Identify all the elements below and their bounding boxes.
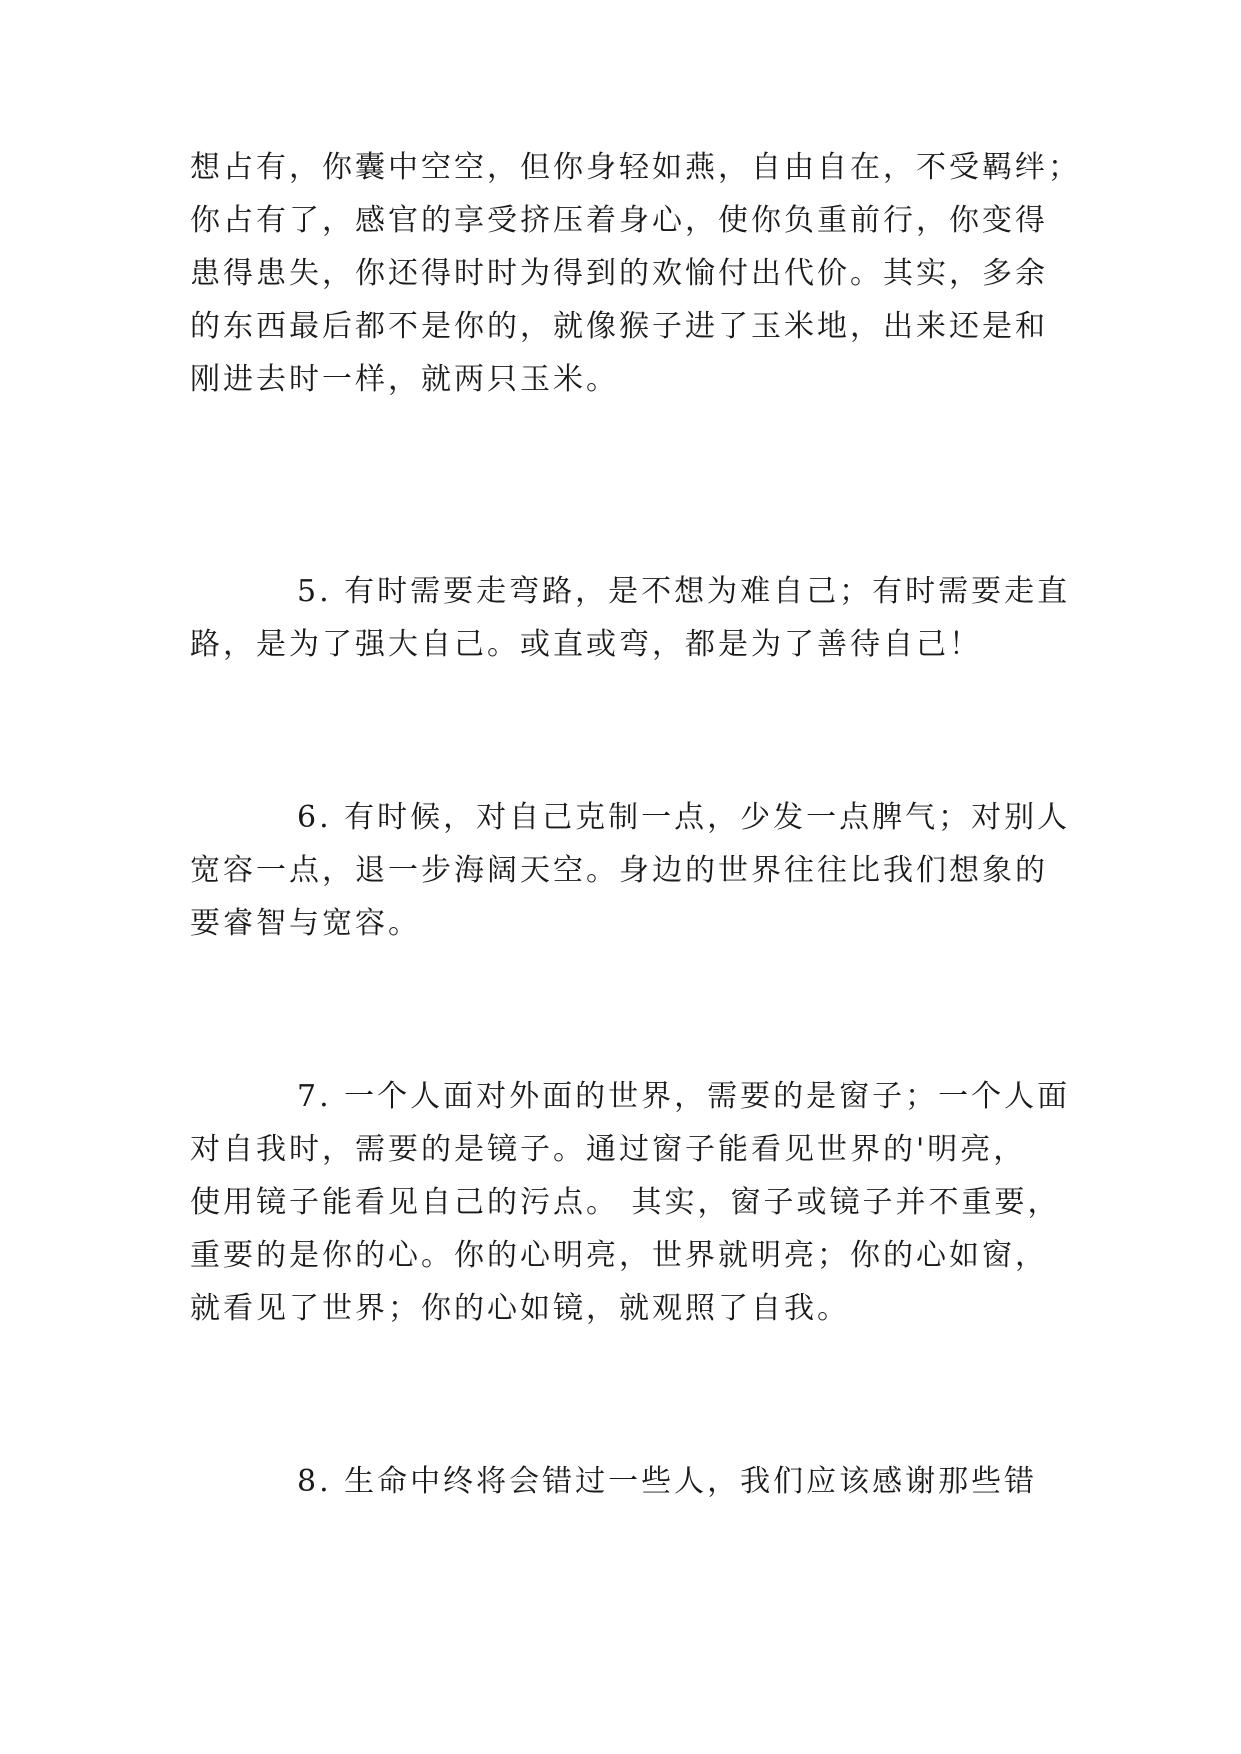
text-line: 你占有了，感官的享受挤压着身心，使你负重前行，你变得 — [190, 203, 1048, 238]
text-line: 就看见了世界；你的心如镜，就观照了自我。 — [190, 1291, 850, 1326]
text-line: 的东西最后都不是你的，就像猴子进了玉米地，出来还是和 — [190, 309, 1048, 344]
text-line: 5. 有时需要走弯路，是不想为难自己；有时需要走直 — [297, 574, 1071, 609]
text-line: 对自我时，需要的是镜子。通过窗子能看见世界的'明亮， — [190, 1132, 1027, 1167]
text-line: 宽容一点，退一步海阔天空。身边的世界往往比我们想象的 — [190, 853, 1048, 888]
text-line: 重要的是你的心。你的心明亮，世界就明亮；你的心如窗， — [190, 1238, 1048, 1273]
text-line: 想占有，你囊中空空，但你身轻如燕，自由自在，不受羁绊； — [190, 150, 1081, 185]
text-line: 6. 有时候，对自己克制一点，少发一点脾气；对别人 — [297, 800, 1071, 835]
text-line: 要睿智与宽容。 — [190, 906, 421, 941]
text-line: 使用镜子能看见自己的污点。 其实，窗子或镜子并不重要， — [190, 1185, 1061, 1220]
text-line: 7. 一个人面对外面的世界，需要的是窗子；一个人面 — [297, 1079, 1071, 1114]
text-line: 8. 生命中终将会错过一些人，我们应该感谢那些错 — [297, 1464, 1038, 1499]
text-line: 刚进去时一样，就两只玉米。 — [190, 362, 619, 397]
text-line: 患得患失，你还得时时为得到的欢愉付出代价。其实，多余 — [190, 256, 1048, 291]
text-line: 路，是为了强大自己。或直或弯，都是为了善待自己！ — [190, 627, 982, 662]
